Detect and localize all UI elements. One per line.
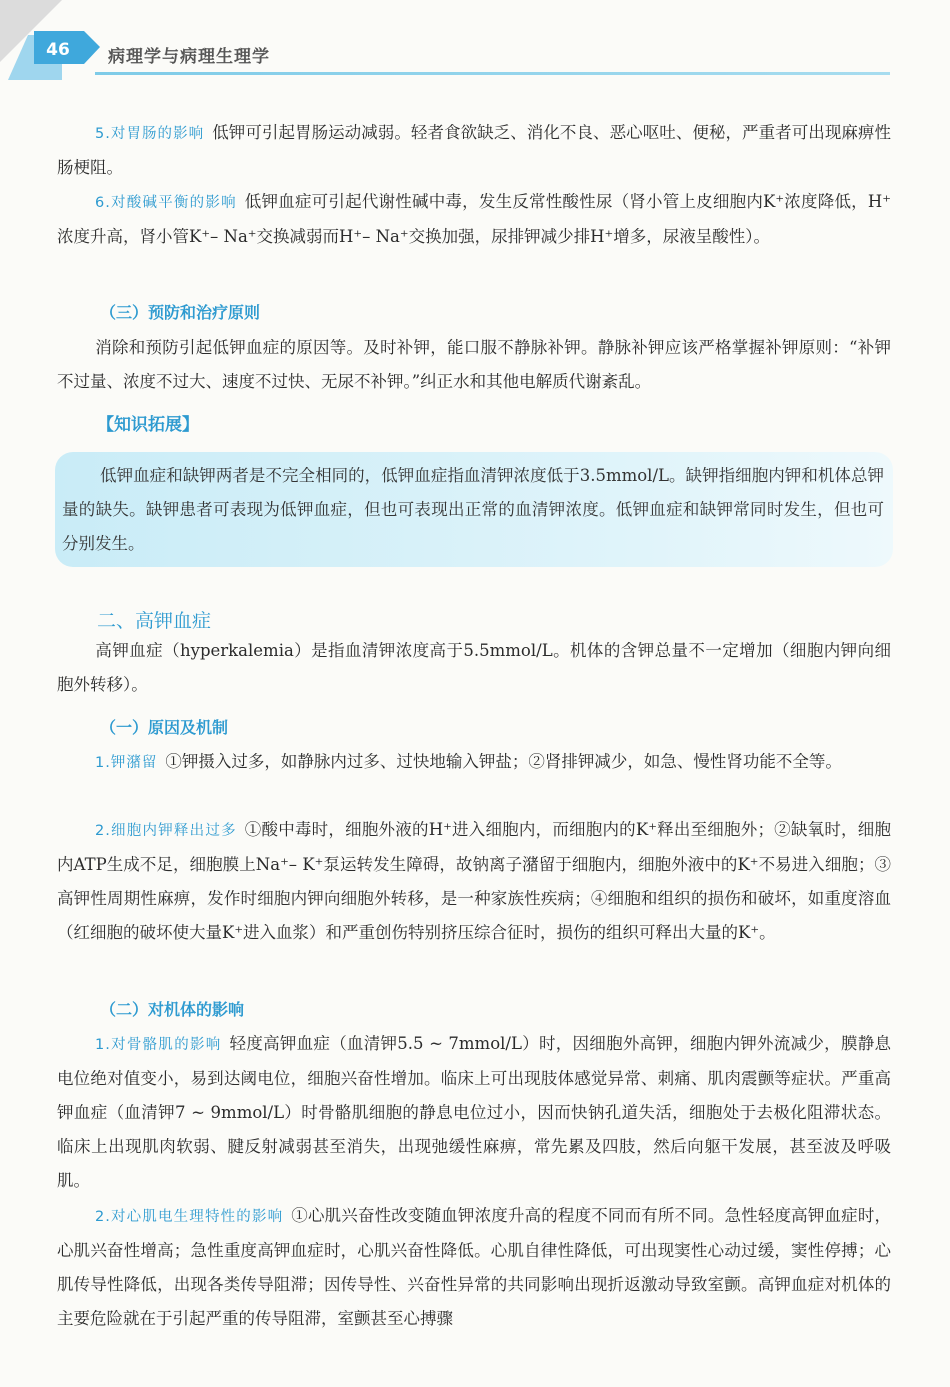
knowledge-extension-title: 【知识拓展】 <box>97 415 199 435</box>
paragraph-potassium-retention <box>57 745 891 780</box>
page-header <box>0 0 950 95</box>
paragraph-gi-effects <box>57 116 891 185</box>
paragraph-potassium-release <box>57 813 891 950</box>
running-title: 病理学与病理生理学 <box>108 47 270 67</box>
section-heading-causes: （一）原因及机制 <box>100 718 229 737</box>
knowledge-text: 低钾血症和缺钾两者是不完全相同的，低钾血症指血清钾浓度低于3.5mmol/L。缺钾指细胞内钾和机体总钾量的缺失。缺钾患者可表现为低钾血症，但也可表现出正常的血清钾浓度。低钾血症和缺钾常同时发生，但也可分别发生。 <box>62 466 884 553</box>
chapter-heading-hyperkalemia: 二、高钾血症 <box>97 610 212 632</box>
paragraph-text: ①酸中毒时，细胞外液的H⁺进入细胞内，而细胞内的K⁺释出至细胞外；②缺氧时，细胞内ATP生成不足，细胞膜上Na⁺– K⁺泵运转发生障碍，故钠离子潴留于细胞内，细胞外液中的K⁺不易进入细胞；③高钾性周期性麻痹，发作时细胞内钾向细胞外转移，是一种家族性疾病；④细胞和组织的损伤和破坏，如重度溶血（红细胞的破坏使大量K⁺进入血浆）和严重创伤特别挤压综合征时，损伤的组织可释出大量的K⁺。 <box>57 820 891 942</box>
paragraph-skeletal-muscle <box>57 1027 891 1198</box>
page-number: 46 <box>46 40 70 60</box>
knowledge-box-text <box>62 459 884 561</box>
header-rule <box>95 72 890 75</box>
paragraph-text: 低钾可引起胃肠运动减弱。轻者食欲缺乏、消化不良、恶心呕吐、便秘，严重者可出现麻痹性肠梗阻。 <box>57 123 891 177</box>
paragraph-lead: 5.对胃肠的影响 <box>95 126 205 142</box>
paragraph-lead: 2.细胞内钾释出过多 <box>95 823 237 839</box>
paragraph-lead: 1.钾潴留 <box>95 755 158 771</box>
paragraph-text: 消除和预防引起低钾血症的原因等。及时补钾，能口服不静脉补钾。静脉补钾应该严格掌握补钾原则：“补钾不过量、浓度不过大、速度不过快、无尿不补钾。”纠正水和其他电解质代谢紊乱。 <box>57 338 891 391</box>
paragraph-prevention <box>57 331 891 399</box>
paragraph-text: 高钾血症（hyperkalemia）是指血清钾浓度高于5.5mmol/L。机体的含钾总量不一定增加（细胞内钾向细胞外转移）。 <box>57 641 891 694</box>
paragraph-lead: 1.对骨骼肌的影响 <box>95 1037 222 1053</box>
paragraph-text: 低钾血症可引起代谢性碱中毒，发生反常性酸性尿（肾小管上皮细胞内K⁺浓度降低，H⁺浓度升高，肾小管K⁺– Na⁺交换减弱而H⁺– Na⁺交换加强，尿排钾减少排H⁺增多，尿液呈酸性）。 <box>57 192 891 246</box>
paragraph-intro <box>57 634 891 702</box>
paragraph-acid-base <box>57 185 891 254</box>
paragraph-text: ①心肌兴奋性改变随血钾浓度升高的程度不同而有所不同。急性轻度高钾血症时，心肌兴奋性增高；急性重度高钾血症时，心肌兴奋性降低。心肌自律性降低，可出现窦性心动过缓，窦性停搏；心肌传导性降低，出现各类传导阻滞；因传导性、兴奋性异常的共同影响出现折返激动导致室颤。高钾血症对机体的主要危险就在于引起严重的传导阻滞，室颤甚至心搏骤 <box>57 1206 891 1328</box>
paragraph-lead: 6.对酸碱平衡的影响 <box>95 195 237 211</box>
paragraph-text: ①钾摄入过多，如静脉内过多、过快地输入钾盐；②肾排钾减少，如急、慢性肾功能不全等。 <box>165 752 842 771</box>
section-heading-effects: （二）对机体的影响 <box>100 1000 245 1019</box>
section-heading-prevention: （三）预防和治疗原则 <box>100 303 261 322</box>
paragraph-text: 轻度高钾血症（血清钾5.5 ~ 7mmol/L）时，因细胞外高钾，细胞内钾外流减少，膜静息电位绝对值变小，易到达阈电位，细胞兴奋性增加。临床上可出现肢体感觉异常、刺痛、肌肉震颤等症状。严重高钾血症（血清钾7 ~ 9mmol/L）时骨骼肌细胞的静息电位过小，因而快钠孔道失活，细胞处于去极化阻滞状态。临床上出现肌肉软弱、腱反射减弱甚至消失，出现弛缓性麻痹，常先累及四肢，然后向躯干发展，甚至波及呼吸肌。 <box>57 1034 891 1190</box>
paragraph-lead: 2.对心肌电生理特性的影响 <box>95 1209 284 1225</box>
paragraph-cardiac-effects <box>57 1199 891 1336</box>
